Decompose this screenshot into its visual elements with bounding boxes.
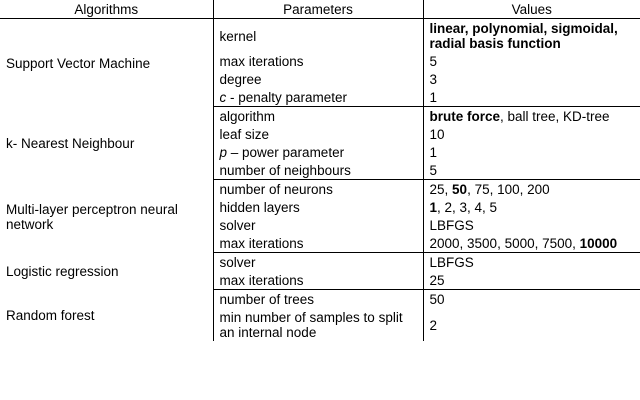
param-symbol: c — [219, 90, 227, 105]
param-text: – power parameter — [227, 145, 345, 160]
algorithm-logreg: Logistic regression — [0, 253, 213, 290]
value-cell: 3 — [423, 70, 640, 88]
value-cell — [423, 234, 640, 253]
table-row — [0, 19, 640, 53]
param-cell — [213, 88, 423, 107]
value-cell: 10 — [423, 125, 640, 143]
algorithm-svm: Support Vector Machine — [0, 19, 213, 107]
value-cell: 5 — [423, 161, 640, 180]
value-cell: LBFGS — [423, 216, 640, 234]
table-row — [0, 180, 640, 199]
param-cell: max iterations — [213, 52, 423, 70]
value-text: , 2, 3, 4, 5 — [437, 200, 498, 215]
value-highlight: 1 — [429, 200, 438, 215]
header-row — [0, 0, 640, 19]
value-text: , 75, 100, 200 — [467, 182, 550, 197]
value-cell: 5 — [423, 52, 640, 70]
value-highlight: 10000 — [579, 236, 618, 251]
value-cell: 50 — [423, 290, 640, 309]
value-text: , ball tree, KD-tree — [500, 109, 610, 124]
param-cell: number of trees — [213, 290, 423, 309]
header-values: Values — [423, 0, 640, 19]
value-cell: 1 — [423, 143, 640, 161]
param-cell: hidden layers — [213, 198, 423, 216]
header-algorithms: Algorithms — [0, 0, 213, 19]
param-cell: solver — [213, 216, 423, 234]
param-cell: algorithm — [213, 107, 423, 126]
table-row — [0, 290, 640, 309]
param-cell: kernel — [213, 19, 423, 53]
table-row — [0, 107, 640, 126]
param-cell: number of neighbours — [213, 161, 423, 180]
value-cell: LBFGS — [423, 253, 640, 272]
value-cell: 2 — [423, 308, 640, 341]
param-text: - penalty parameter — [226, 90, 348, 105]
value-cell — [423, 198, 640, 216]
value-cell: 25 — [423, 271, 640, 290]
value-highlight: brute force — [429, 109, 501, 124]
param-cell — [213, 143, 423, 161]
value-cell — [423, 107, 640, 126]
value-text: 2000, 3500, 5000, 7500, — [429, 236, 580, 251]
param-cell: max iterations — [213, 234, 423, 253]
value-cell: linear, polynomial, sigmoidal, radial basis function — [423, 19, 640, 53]
param-cell: degree — [213, 70, 423, 88]
param-cell: min number of samples to split an internal node — [213, 308, 423, 341]
header-parameters: Parameters — [213, 0, 423, 19]
param-cell: solver — [213, 253, 423, 272]
algorithm-knn: k- Nearest Neighbour — [0, 107, 213, 180]
param-cell: leaf size — [213, 125, 423, 143]
param-cell: number of neurons — [213, 180, 423, 199]
value-text: 25, — [429, 182, 453, 197]
param-cell: max iterations — [213, 271, 423, 290]
table-row — [0, 253, 640, 272]
param-symbol: p — [219, 145, 228, 160]
value-cell — [423, 180, 640, 199]
algorithm-mlp: Multi-layer perceptron neural network — [0, 180, 213, 253]
value-highlight: 50 — [452, 182, 468, 197]
algorithm-rf: Random forest — [0, 290, 213, 342]
value-cell: 1 — [423, 88, 640, 107]
